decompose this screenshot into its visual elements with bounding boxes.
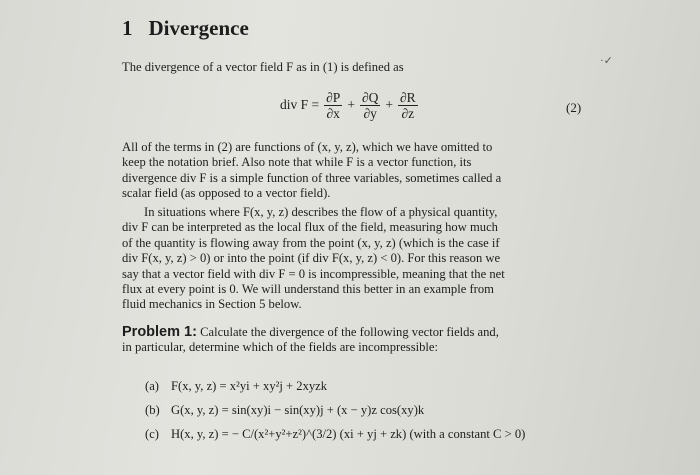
paragraph-2 <box>122 205 592 313</box>
item-label: (b) <box>145 403 160 417</box>
problem-title: Problem 1: <box>122 324 197 340</box>
problem-line: in particular, determine which of the fields are incompressible: <box>122 340 438 355</box>
paragraph-line: flux at every point is 0. We will understand this better in an example from <box>122 282 494 297</box>
fraction-dp-dx: $\frac{\partial P}{\partial x}$ <box>326 89 341 121</box>
problem-item-c <box>145 424 525 448</box>
problem-line: Calculate the divergence of the following vector fields and, <box>200 325 499 339</box>
item-text: F(x, y, z) = x²yi + xy²j + 2xyzk <box>171 379 328 393</box>
plus-sign: + <box>347 97 355 112</box>
divergence-equation <box>280 82 418 128</box>
paragraph-line: fluid mechanics in Section 5 below. <box>122 297 302 312</box>
intro-text: The divergence of a vector field F as in (1) is defined as <box>122 60 404 74</box>
paragraph-line: divergence div F is a simple function of three variables, sometimes called a <box>122 170 502 185</box>
item-text: G(x, y, z) = sin(xy)i − sin(xy)j + (x − y)z cos(xy)k <box>171 403 425 417</box>
problem-item-a <box>145 376 525 400</box>
paragraph-1 <box>122 140 592 202</box>
problem-statement <box>122 325 499 356</box>
section-number: 1 <box>122 16 133 40</box>
equation-lhs: div F = <box>280 97 320 112</box>
problem-items <box>145 376 525 448</box>
section-title: Divergence <box>148 16 249 40</box>
fraction-dq-dy: $\frac{\partial Q}{\partial y}$ <box>361 89 379 121</box>
paragraph-line: of the quantity is flowing away from the point (x, y, z) (which is the case if <box>122 235 500 250</box>
paragraph-line: All of the terms in (2) are functions of (x, y, z), which we have omitted to <box>122 140 493 154</box>
item-text: H(x, y, z) = − C/(x²+y²+z²)^(3/2) (xi + yj + zk) (with a constant C > 0) <box>171 427 526 441</box>
paragraph-line: say that a vector field with div F = 0 is incompressible, meaning that the net <box>122 266 505 281</box>
plus-sign: + <box>385 97 393 112</box>
paragraph-line: keep the notation brief. Also note that while F is a vector function, its <box>122 155 472 170</box>
paragraph-line: scalar field (as opposed to a vector field). <box>122 186 331 201</box>
equation-number: (2) <box>566 100 582 115</box>
fraction-dr-dz: $\frac{\partial R}{\partial z}$ <box>399 89 416 121</box>
paragraph-line: In situations where F(x, y, z) describes the flow of a physical quantity, <box>144 205 498 219</box>
paragraph-line: div F can be interpreted as the local flux of the field, measuring how much <box>122 220 498 235</box>
item-label: (a) <box>145 379 159 393</box>
pen-mark: ·✓ <box>600 55 613 67</box>
paragraph-line: div F(x, y, z) > 0) or into the point (if div F(x, y, z) < 0). For this reason we <box>122 251 501 266</box>
item-label: (c) <box>145 427 159 441</box>
problem-item-b <box>145 400 525 424</box>
section-heading <box>122 16 249 41</box>
